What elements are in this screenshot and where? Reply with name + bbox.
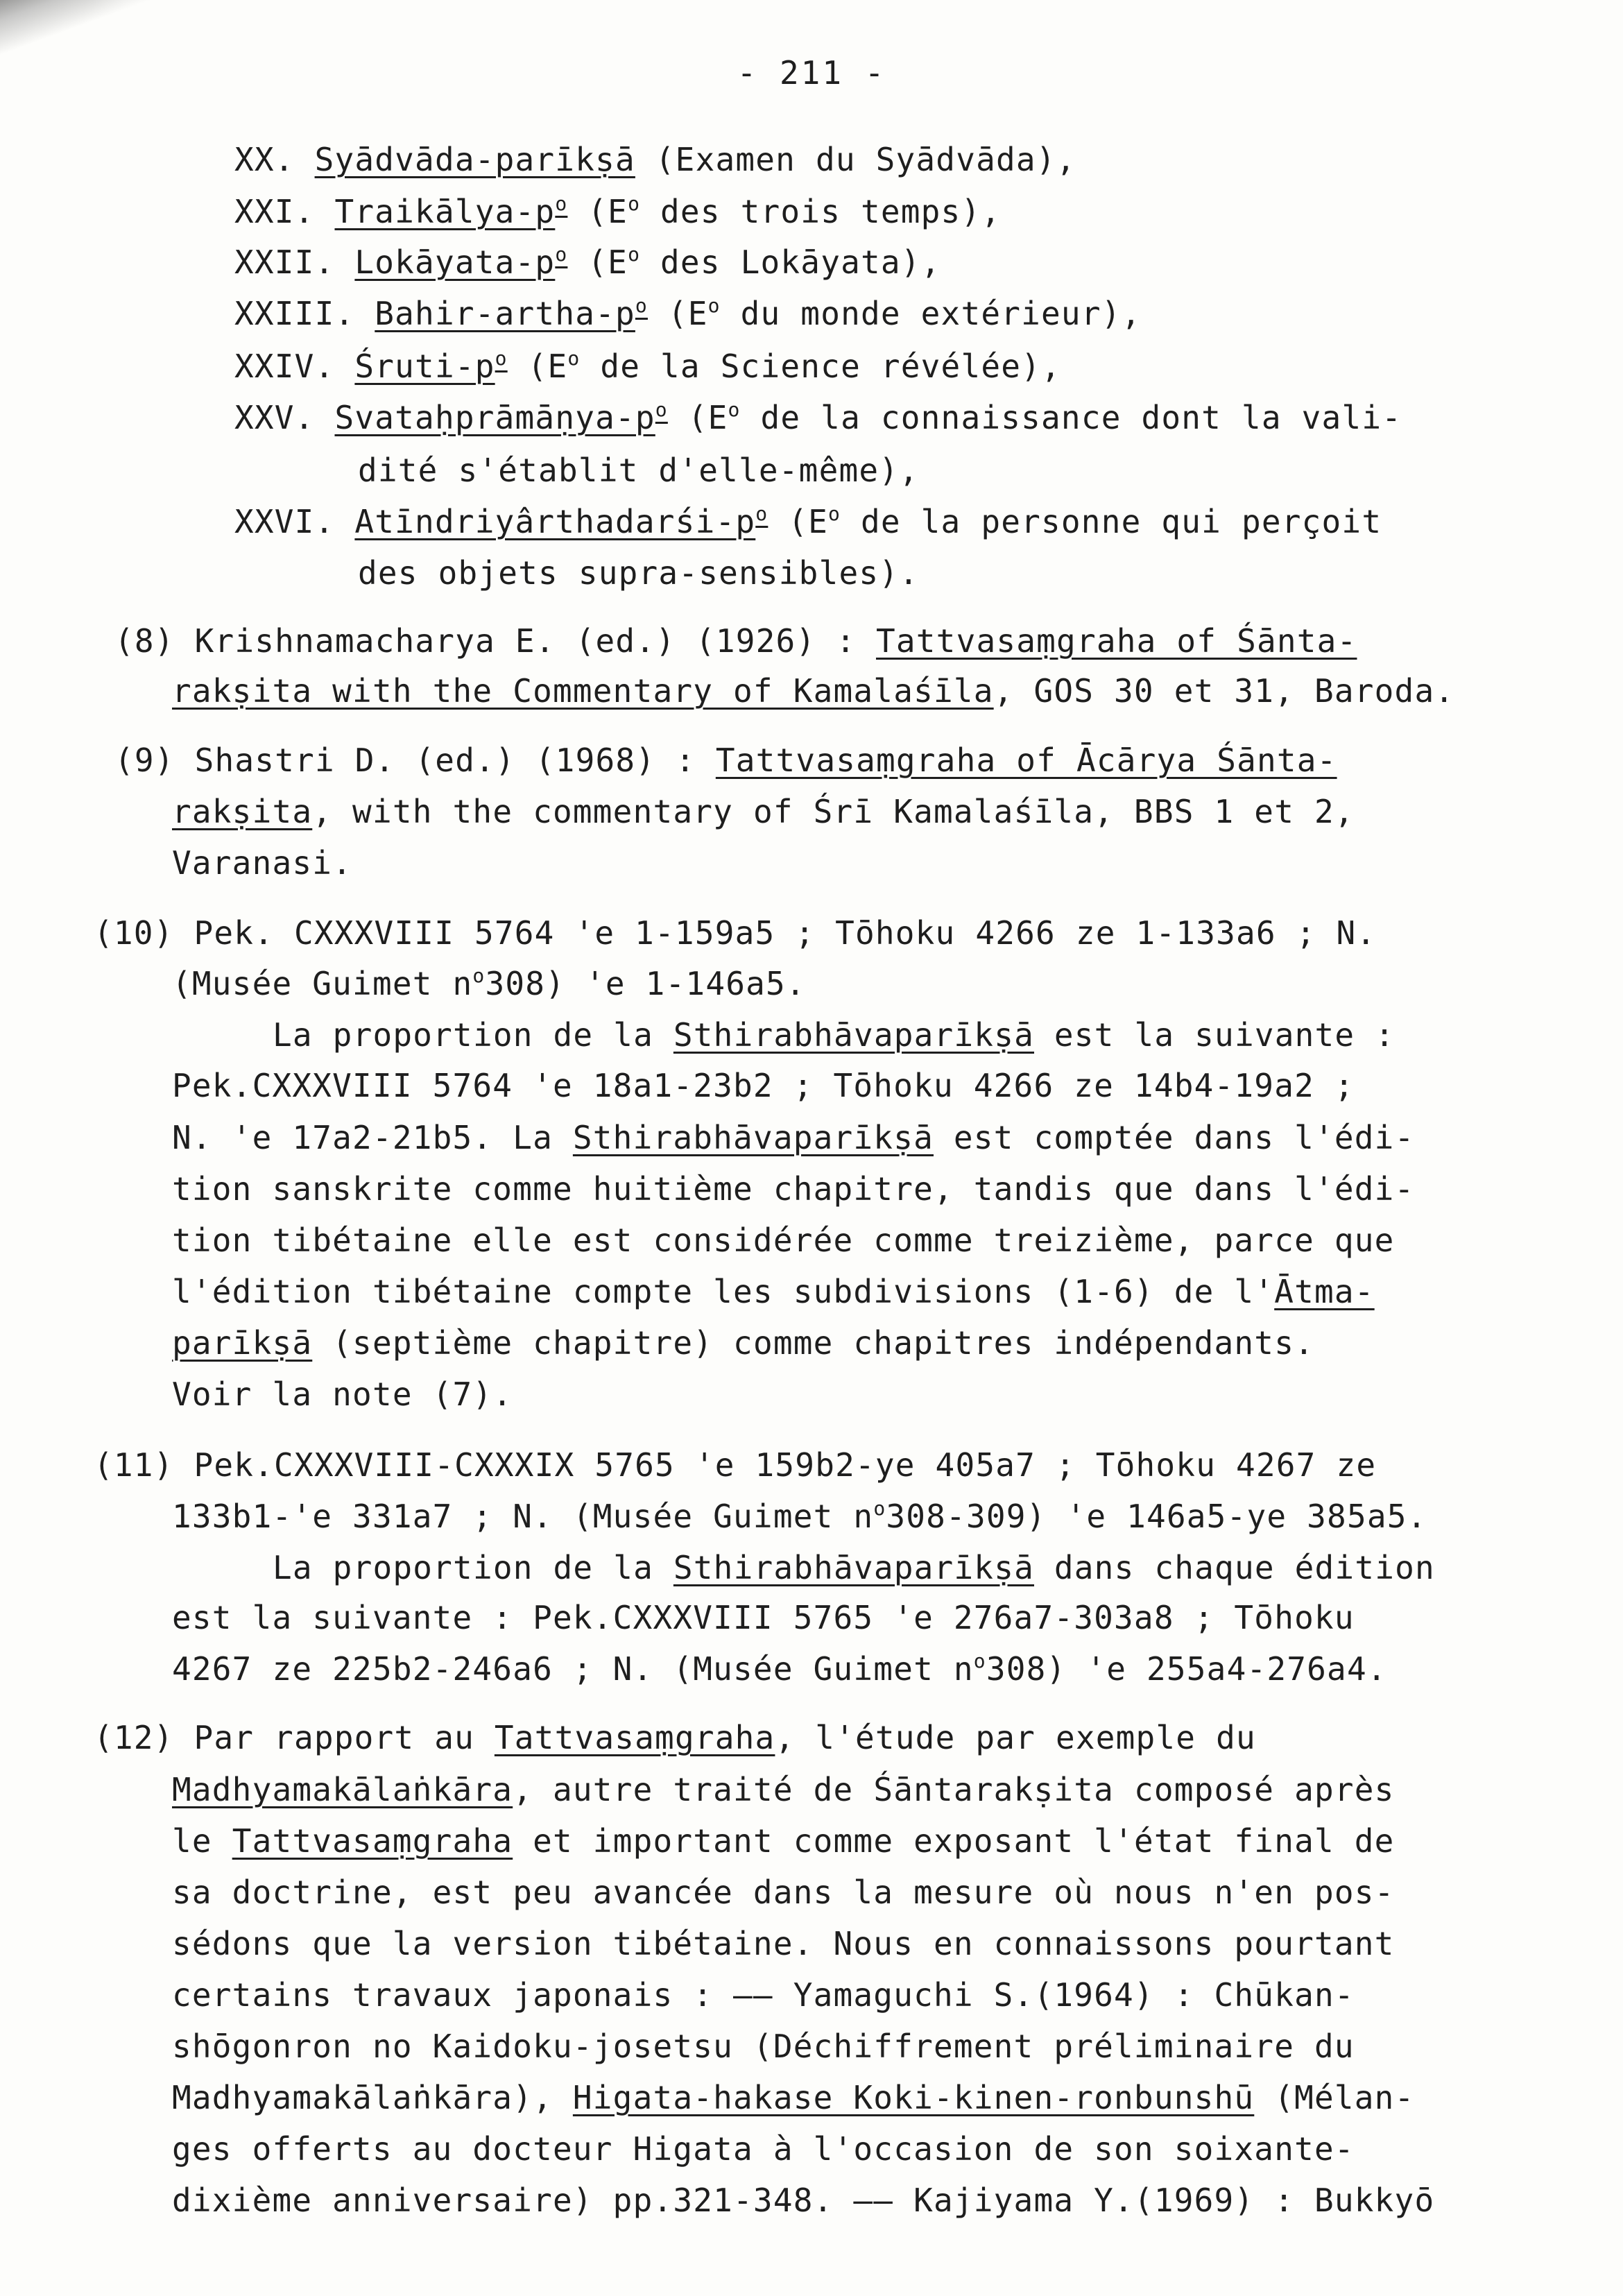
text-segment: tion sanskrite comme huitième chapitre, tandis que dans l'édi-	[172, 1170, 1415, 1208]
text-segment: des objets supra-sensibles).	[358, 554, 920, 592]
text-segment: (10) Pek. CXXXVIII 5764 'e 1-159a5 ; Tōhoku 4266 ze 1-133a6 ; N.	[94, 914, 1377, 952]
text-line	[172, 1219, 1395, 1261]
text-segment: 308) 'e 1-146a5.	[485, 965, 806, 1002]
text-segment: XXV.	[234, 399, 335, 436]
text-segment: (E	[567, 193, 628, 230]
text-segment: 308) 'e 255a4-276a4.	[986, 1650, 1387, 1688]
underlined-title: o	[635, 294, 648, 317]
underlined-title: parīkṣā	[172, 1324, 313, 1362]
text-segment: (9) Shastri D. (ed.) (1968) :	[114, 742, 716, 779]
text-segment: et important comme exposant l'état final de	[513, 1822, 1395, 1860]
text-segment: XXIII.	[234, 295, 375, 332]
text-line	[172, 791, 1355, 832]
text-segment: Madhyamakālaṅkāra),	[172, 2079, 573, 2116]
text-segment: XXVI.	[234, 503, 355, 540]
superscript: o	[973, 1650, 986, 1672]
underlined-title: Higata-hakase Koki-kinen-ronbunshū	[572, 2079, 1255, 2116]
underlined-title: Tattvasaṃgraha of Śānta-	[876, 622, 1357, 660]
text-line	[94, 1717, 1256, 1758]
text-line	[172, 842, 352, 884]
underlined-title: Syādvāda-parīkṣā	[314, 141, 635, 178]
underlined-title: rakṣita	[172, 793, 313, 830]
superscript: o	[828, 502, 841, 525]
text-segment: La proportion de la	[273, 1549, 673, 1586]
text-line	[172, 1871, 1395, 1913]
text-line	[94, 1444, 1376, 1486]
text-segment: , with the commentary of Śrī Kamalaśīla, BBS 1 et 2,	[312, 793, 1355, 830]
underlined-title: Svataḥprāmāṇya-p	[334, 399, 655, 436]
underlined-title: Sthirabhāvaparīkṣā	[673, 1016, 1034, 1054]
text-segment: (E	[768, 503, 829, 540]
text-line	[172, 1820, 1395, 1862]
underlined-title: o	[495, 347, 508, 370]
underlined-title: o	[655, 398, 668, 421]
text-segment: des trois temps),	[640, 193, 1002, 230]
text-line	[172, 1923, 1395, 1964]
text-segment: (E	[567, 243, 628, 281]
text-segment: 133b1-'e 331a7 ; N. (Musée Guimet n	[172, 1498, 874, 1535]
underlined-title: o	[555, 243, 568, 266]
underlined-title: o	[755, 502, 768, 525]
text-segment: (Examen du Syādvāda),	[635, 141, 1076, 178]
underlined-title: o	[555, 192, 568, 215]
text-line	[172, 1168, 1414, 1210]
text-segment: de la connaissance dont la vali-	[740, 399, 1402, 436]
text-segment: , l'étude par exemple du	[775, 1719, 1256, 1756]
text-line	[234, 241, 941, 283]
underlined-title: Tattvasaṃgraha of Ācārya Śānta-	[715, 742, 1337, 779]
underlined-title: Atīndriyârthadarśi-p	[354, 503, 756, 540]
text-segment: tion tibétaine elle est considérée comme treizième, parce que	[172, 1222, 1395, 1259]
text-line	[234, 501, 1382, 542]
text-line	[172, 1117, 1414, 1158]
text-line	[358, 552, 919, 594]
text-segment: sédons que la version tibétaine. Nous en connaissons pourtant	[172, 1925, 1395, 1962]
text-segment: N. 'e 17a2-21b5. La	[172, 1119, 573, 1156]
text-line	[172, 2025, 1355, 2067]
text-segment: (12) Par rapport au	[94, 1719, 495, 1756]
text-line	[172, 1769, 1395, 1810]
text-line	[114, 620, 1357, 662]
text-segment: est la suivante :	[1034, 1016, 1396, 1054]
superscript: o	[628, 243, 641, 266]
text-segment: La proportion de la	[273, 1016, 673, 1054]
text-segment: Pek.CXXXVIII 5764 'e 18a1-23b2 ; Tōhoku 4266 ze 14b4-19a2 ;	[172, 1067, 1355, 1104]
text-segment: est comptée dans l'édi-	[934, 1119, 1415, 1156]
text-segment: (8) Krishnamacharya E. (ed.) (1926) :	[114, 622, 876, 660]
text-line	[172, 1974, 1355, 2016]
text-segment: certains travaux japonais : —— Yamaguchi S.(1964) : Chūkan-	[172, 1976, 1355, 2014]
text-segment: , autre traité de Śāntarakṣita composé après	[513, 1771, 1395, 1808]
text-line	[172, 1373, 513, 1415]
text-line	[172, 1322, 1314, 1364]
text-line	[234, 293, 1142, 334]
text-segment: dans chaque édition	[1034, 1549, 1435, 1586]
text-segment: 308-309) 'e 146a5-ye 385a5.	[886, 1498, 1427, 1535]
text-segment: dité s'établit d'elle-même),	[358, 452, 920, 489]
text-segment: XXIV.	[234, 348, 355, 385]
text-line	[172, 2179, 1434, 2221]
page-number: - 211 -	[737, 54, 886, 92]
text-segment: (septième chapitre) comme chapitres indépendants.	[312, 1324, 1314, 1362]
text-line	[273, 1547, 1435, 1588]
text-line	[234, 397, 1402, 438]
text-line	[234, 345, 1061, 387]
text-line	[172, 1496, 1427, 1537]
superscript: o	[728, 398, 741, 421]
text-segment: (E	[667, 399, 728, 436]
underlined-title: Bahir-artha-p	[375, 295, 635, 332]
text-line	[172, 963, 806, 1004]
underlined-title: Śruti-p	[354, 348, 495, 385]
underlined-title: Madhyamakālaṅkāra	[172, 1771, 513, 1808]
text-segment: de la personne qui perçoit	[841, 503, 1382, 540]
text-segment: Voir la note (7).	[172, 1376, 513, 1413]
text-line	[172, 2128, 1355, 2170]
underlined-title: Lokāyata-p	[354, 243, 556, 281]
underlined-title: rakṣita with the Commentary of Kamalaśīla	[172, 672, 994, 710]
superscript: o	[873, 1497, 886, 1520]
underlined-title: Tattvasaṃgraha	[232, 1822, 513, 1860]
text-line	[234, 139, 1076, 180]
superscript: o	[472, 964, 486, 987]
text-segment: XXI.	[234, 193, 335, 230]
text-line	[172, 1648, 1387, 1690]
text-segment: des Lokāyata),	[640, 243, 941, 281]
scan-shadow	[0, 0, 236, 111]
text-segment: est la suivante : Pek.CXXXVIII 5765 'e 276a7-303a8 ; Tōhoku	[172, 1599, 1355, 1636]
superscript: o	[707, 294, 721, 317]
text-segment: (11) Pek.CXXXVIII-CXXXIX 5765 'e 159b2-ye 405a7 ; Tōhoku 4267 ze	[94, 1446, 1377, 1484]
text-line	[273, 1014, 1395, 1056]
text-segment: 4267 ze 225b2-246a6 ; N. (Musée Guimet n	[172, 1650, 974, 1688]
text-segment: shōgonron no Kaidoku-josetsu (Déchiffrement préliminaire du	[172, 2028, 1355, 2065]
text-line	[172, 1597, 1355, 1638]
text-line	[172, 1065, 1355, 1106]
text-line	[172, 1271, 1375, 1312]
text-segment: , GOS 30 et 31, Baroda.	[993, 672, 1455, 710]
text-line	[172, 2077, 1414, 2118]
text-segment: XX.	[234, 141, 315, 178]
text-line	[172, 670, 1454, 712]
text-segment: (E	[507, 348, 568, 385]
text-line	[234, 191, 1001, 232]
superscript: o	[567, 347, 581, 370]
text-segment: l'édition tibétaine compte les subdivisions (1-6) de l'	[172, 1273, 1275, 1310]
underlined-title: Sthirabhāvaparīkṣā	[673, 1549, 1034, 1586]
text-segment: (E	[647, 295, 708, 332]
underlined-title: Sthirabhāvaparīkṣā	[572, 1119, 934, 1156]
text-segment: dixième anniversaire) pp.321-348. —— Kajiyama Y.(1969) : Bukkyō	[172, 2182, 1435, 2219]
text-segment: du monde extérieur),	[720, 295, 1142, 332]
text-segment: sa doctrine, est peu avancée dans la mesure où nous n'en pos-	[172, 1874, 1395, 1911]
underlined-title: Traikālya-p	[334, 193, 556, 230]
underlined-title: Tattvasaṃgraha	[494, 1719, 775, 1756]
text-segment: de la Science révélée),	[580, 348, 1061, 385]
underlined-title: Ātma-	[1274, 1273, 1375, 1310]
text-segment: XXII.	[234, 243, 355, 281]
text-segment: ges offerts au docteur Higata à l'occasion de son soixante-	[172, 2130, 1355, 2168]
text-line	[114, 739, 1337, 781]
text-segment: Varanasi.	[172, 844, 353, 882]
text-segment: le	[172, 1822, 232, 1860]
text-line	[94, 912, 1376, 954]
text-line	[358, 449, 919, 491]
superscript: o	[628, 192, 641, 215]
text-segment: (Musée Guimet n	[172, 965, 473, 1002]
text-segment: (Mélan-	[1254, 2079, 1415, 2116]
